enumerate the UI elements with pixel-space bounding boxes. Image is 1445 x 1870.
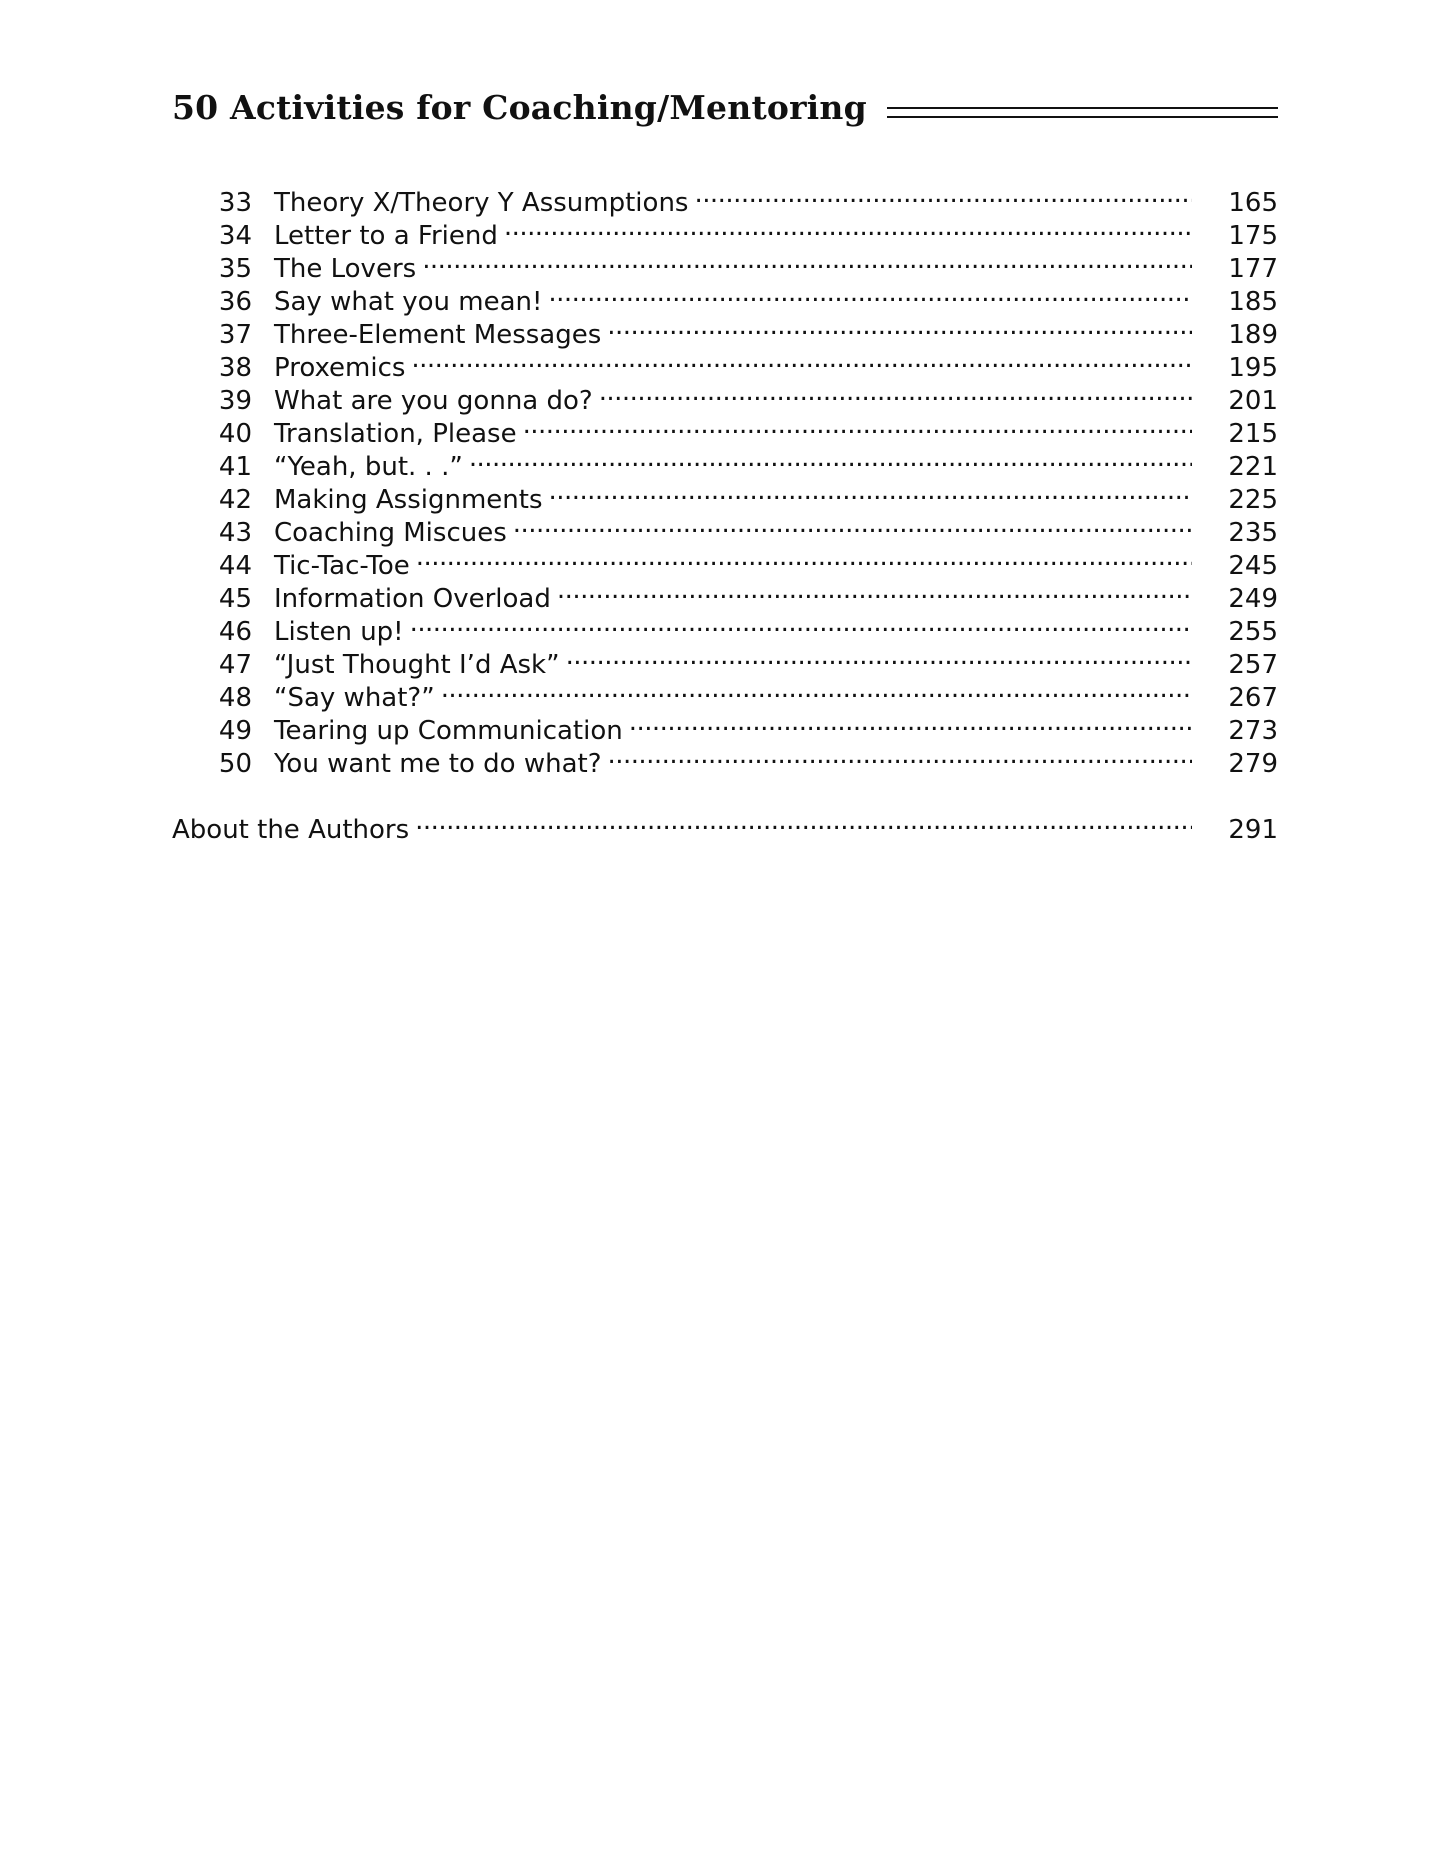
dot-leader bbox=[504, 211, 1192, 244]
dot-leader bbox=[422, 244, 1192, 277]
dot-leader bbox=[629, 706, 1192, 739]
toc-entry-page: 165 bbox=[1228, 188, 1278, 218]
toc-entry-page: 195 bbox=[1228, 353, 1278, 383]
toc-entry-title: Tic-Tac-Toe bbox=[274, 551, 410, 581]
toc-entry-number: 42 bbox=[218, 485, 252, 515]
toc-entry-page: 267 bbox=[1228, 683, 1278, 713]
toc-entry-title: Listen up! bbox=[274, 617, 404, 647]
dot-leader bbox=[441, 673, 1192, 706]
toc-entry-page: 225 bbox=[1228, 485, 1278, 515]
dot-leader bbox=[608, 739, 1192, 772]
toc-entry-page: 255 bbox=[1228, 617, 1278, 647]
dot-leader bbox=[513, 508, 1192, 541]
toc-entry-number: 41 bbox=[218, 452, 252, 482]
toc-entry-number: 33 bbox=[218, 188, 252, 218]
toc-entry[interactable] bbox=[172, 178, 1278, 218]
toc-entry-page: 185 bbox=[1228, 287, 1278, 317]
toc-entry-page: 279 bbox=[1228, 749, 1278, 779]
dot-leader bbox=[557, 574, 1192, 607]
toc-entry-number: 46 bbox=[218, 617, 252, 647]
toc-entry-number: 50 bbox=[218, 749, 252, 779]
toc-entry-page: 291 bbox=[1228, 815, 1278, 845]
toc-entry-number: 37 bbox=[218, 320, 252, 350]
toc-entry-title: You want me to do what? bbox=[274, 749, 602, 779]
dot-leader bbox=[416, 541, 1192, 574]
dot-leader bbox=[523, 409, 1192, 442]
toc-entry-page: 175 bbox=[1228, 221, 1278, 251]
toc-entry-page: 221 bbox=[1228, 452, 1278, 482]
dot-leader bbox=[411, 343, 1192, 376]
toc-entry-number: 49 bbox=[218, 716, 252, 746]
toc-entry-number: 34 bbox=[218, 221, 252, 251]
toc-entry-title: Say what you mean! bbox=[274, 287, 543, 317]
dot-leader bbox=[607, 310, 1192, 343]
toc-entry-title: Making Assignments bbox=[274, 485, 543, 515]
toc-entry-title: Letter to a Friend bbox=[274, 221, 498, 251]
toc-entry-page: 257 bbox=[1228, 650, 1278, 680]
dot-leader bbox=[549, 475, 1192, 508]
toc-entry-page: 245 bbox=[1228, 551, 1278, 581]
toc-entry-number: 36 bbox=[218, 287, 252, 317]
toc-entry-number: 39 bbox=[218, 386, 252, 416]
dot-leader bbox=[415, 805, 1192, 838]
toc-entry-page: 235 bbox=[1228, 518, 1278, 548]
toc-entry-number: 43 bbox=[218, 518, 252, 548]
dot-leader bbox=[548, 277, 1192, 310]
dot-leader bbox=[469, 442, 1192, 475]
toc-entry-page: 201 bbox=[1228, 386, 1278, 416]
toc-entry-page: 189 bbox=[1228, 320, 1278, 350]
toc-entry-title: Tearing up Communication bbox=[274, 716, 623, 746]
table-of-contents bbox=[172, 178, 1278, 845]
dot-leader bbox=[599, 376, 1192, 409]
toc-entry-number: 44 bbox=[218, 551, 252, 581]
toc-entry-title: “Say what?” bbox=[274, 683, 435, 713]
toc-entry-page: 273 bbox=[1228, 716, 1278, 746]
toc-entry-title: Proxemics bbox=[274, 353, 406, 383]
toc-entry-page: 177 bbox=[1228, 254, 1278, 284]
dot-leader bbox=[566, 640, 1192, 673]
toc-entry-number: 48 bbox=[218, 683, 252, 713]
dot-leader bbox=[694, 178, 1192, 211]
toc-entry-page: 215 bbox=[1228, 419, 1278, 449]
toc-entry-title: The Lovers bbox=[274, 254, 417, 284]
book-title: 50 Activities for Coaching/Mentoring bbox=[172, 87, 867, 127]
toc-entry-title: What are you gonna do? bbox=[274, 386, 593, 416]
toc-entry-page: 249 bbox=[1228, 584, 1278, 614]
page-header bbox=[172, 82, 1278, 132]
toc-entry-title: Coaching Miscues bbox=[274, 518, 507, 548]
toc-entry-title: About the Authors bbox=[172, 815, 410, 845]
toc-entry-title: Translation, Please bbox=[274, 419, 517, 449]
header-double-rule bbox=[887, 107, 1278, 118]
toc-entry-about-authors[interactable] bbox=[172, 805, 1278, 845]
toc-entry-number: 35 bbox=[218, 254, 252, 284]
toc-entry-title: Theory X/Theory Y Assumptions bbox=[274, 188, 689, 218]
toc-entry-title: Information Overload bbox=[274, 584, 551, 614]
toc-entry-title: “Just Thought I’d Ask” bbox=[274, 650, 560, 680]
toc-entry-number: 45 bbox=[218, 584, 252, 614]
toc-entry-number: 47 bbox=[218, 650, 252, 680]
dot-leader bbox=[410, 607, 1192, 640]
toc-entry-number: 38 bbox=[218, 353, 252, 383]
toc-entry-title: “Yeah, but. . .” bbox=[274, 452, 463, 482]
toc-entry-title: Three-Element Messages bbox=[274, 320, 602, 350]
toc-entry-number: 40 bbox=[218, 419, 252, 449]
